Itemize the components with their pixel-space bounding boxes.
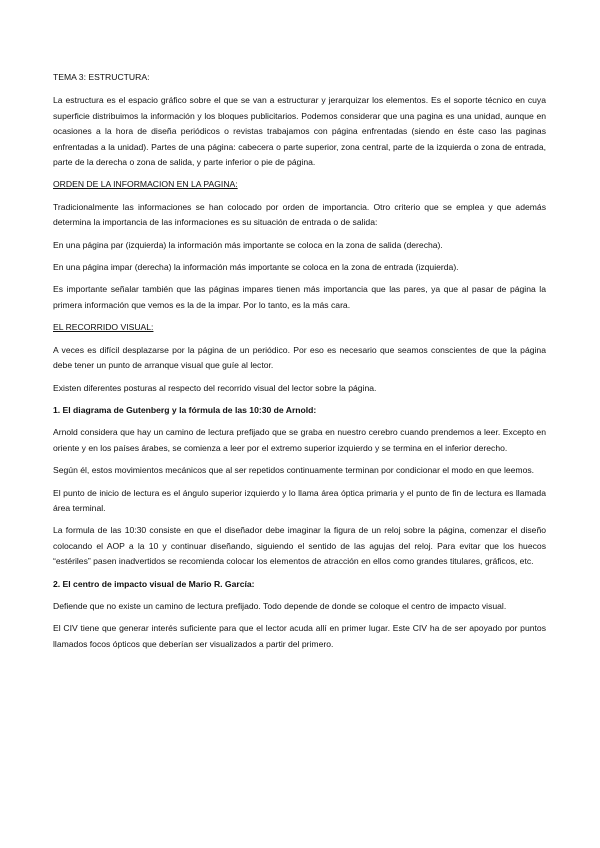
section-heading-orden: ORDEN DE LA INFORMACION EN LA PAGINA:: [53, 179, 238, 190]
subheading-garcia: 2. El centro de impacto visual de Mario R. García:: [53, 578, 255, 589]
page-title: TEMA 3: ESTRUCTURA:: [53, 72, 150, 82]
paragraph: En una página par (izquierda) la información más importante se coloca en la zona de salida (derecha).: [53, 239, 443, 250]
paragraph: La formula de las 10:30 consiste en que el diseñador debe imaginar la figura de un reloj sobre la página, comenzar el diseño colocando el AOP a la 10 y continuar diseñando, siguiendo el sentido de las agujas del reloj. Para evitar que los huecos “estériles” pasen inadvertidos se recomienda colocar los elementos de atracción en ellos como grandes titulares, gráficos, etc.: [53, 525, 546, 567]
paragraph: El CIV tiene que generar interés suficiente para que el lector acuda allí en primer lugar. Este CIV ha de ser apoyado por puntos llamados focos ópticos que deberían ser visualizados a partir del primero.: [53, 623, 546, 649]
subheading-gutenberg: 1. El diagrama de Gutenberg y la fórmula de las 10:30 de Arnold:: [53, 404, 317, 415]
paragraph: Tradicionalmente las informaciones se han colocado por orden de importancia. Otro criterio que se emplea y que además determina la importancia de las informaciones es su situación de entrada o de salida:: [53, 201, 546, 228]
paragraph: Arnold considera que hay un camino de lectura prefijado que se graba en nuestro cerebro cuando prendemos a leer. Excepto en oriente y en los países árabes, se comienza a leer por el extremo superior izquierdo y se termina en el inferior derecho.: [53, 427, 546, 453]
paragraph: El punto de inicio de lectura es el ángulo superior izquierdo y lo llama área óptica primaria y el punto de fin de lectura es llamada área terminal.: [53, 487, 546, 513]
paragraph: A veces es difícil desplazarse por la página de un periódico. Por eso es necesario que seamos conscientes de que la página debe tener un punto de arranque visual que guíe al lector.: [53, 344, 546, 371]
paragraph: Según él, estos movimientos mecánicos que al ser repetidos continuamente terminan por condicionar el modo en que leemos.: [53, 465, 535, 476]
section-heading-recorrido: EL RECORRIDO VISUAL:: [53, 322, 154, 333]
intro-paragraph: La estructura es el espacio gráfico sobre el que se van a estructurar y jerarquizar los elementos. Es el soporte técnico en cuya superficie distribuimos la información y los bloques publicitarios. Podemos considerar que una pagina es una unidad, aunque en ocasiones a la hora de diseña periódicos o revistas trabajamos con página enfrentadas (siendo en éste caso las paginas enfrentadas a la unidad). Partes de una página: cabecera o parte superior, zona central, parte de la izquierda o zona de entrada, parte de la derecha o zona de salida, y parte inferior o pie de página.: [53, 95, 546, 168]
paragraph: Existen diferentes posturas al respecto del recorrido visual del lector sobre la página.: [53, 382, 377, 393]
paragraph: En una página impar (derecha) la información más importante se coloca en la zona de entrada (izquierda).: [53, 262, 459, 273]
paragraph: Defiende que no existe un camino de lectura prefijado. Todo depende de donde se coloque el centro de impacto visual.: [53, 600, 507, 611]
document-page: [53, 70, 546, 659]
paragraph: Es importante señalar también que las páginas impares tienen más importancia que las pares, ya que al pasar de página la primera información que vemos es la de la impar. Por lo tanto, es la más cara.: [53, 284, 546, 310]
